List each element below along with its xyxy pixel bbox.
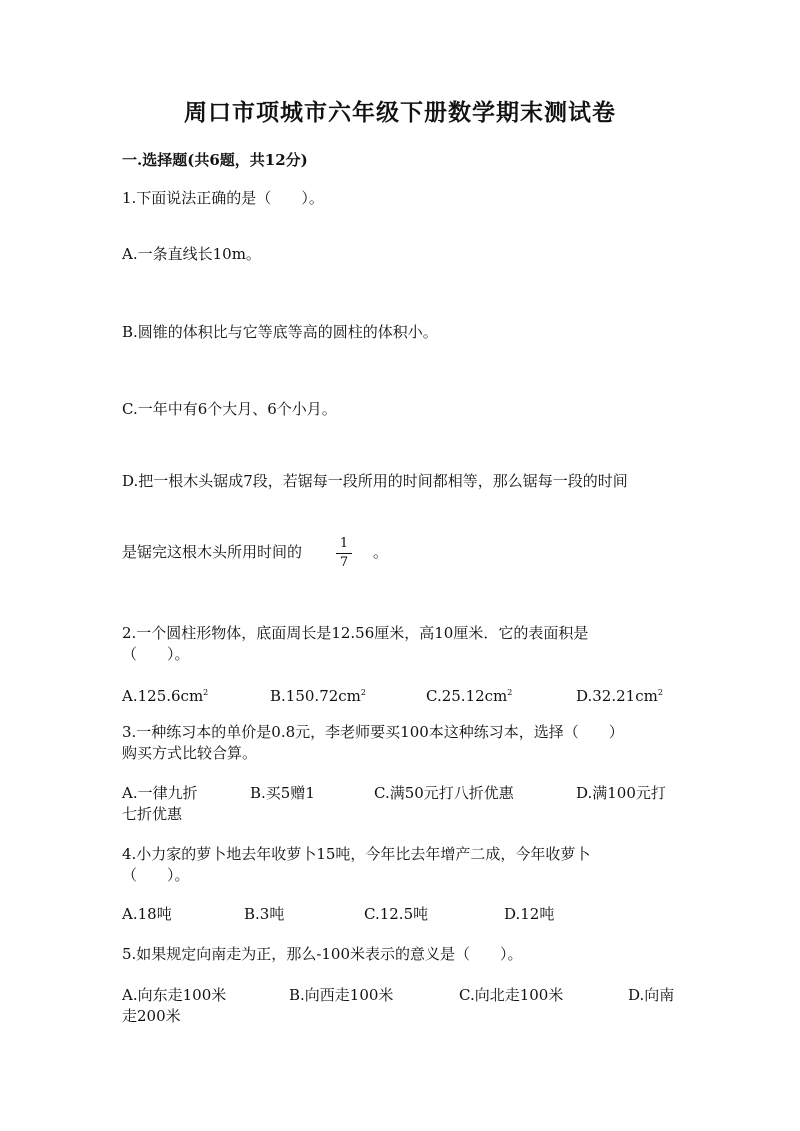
question-1-option-c: C.一年中有6个大月、6个小月。 [122,400,337,418]
question-1-option-d-line2: 是锯完这根木头所用时间的 [122,543,303,561]
question-1-option-d-end: 。 [373,543,389,561]
question-4-stem-line2: （ ）。 [122,866,190,884]
question-1-option-b: B.圆锥的体积比与它等底等高的圆柱的体积小。 [122,323,438,341]
page-title: 周口市项城市六年级下册数学期末测试卷 [184,99,616,126]
question-2-option-b [270,681,366,708]
question-2-option-a [122,681,208,708]
question-4-stem-line1: 4.小力家的萝卜地去年收萝卜15吨，今年比去年增产二成，今年收萝卜 [122,845,591,863]
question-5-option-d-line2: 走200米 [122,1007,181,1025]
question-2-option-c [426,681,512,708]
superscript-2: 2 [657,688,663,697]
question-2-option-d [576,681,663,708]
question-2-option-b-text: B.150.72cm [270,687,361,705]
question-4-option-a: A.18吨 [122,905,172,923]
fraction-numerator: 1 [339,536,349,551]
question-2-option-d-text: D.32.21cm [576,687,658,705]
question-2-option-a-text: A.125.6cm [122,687,204,705]
superscript-2: 2 [360,688,366,697]
question-5-option-b: B.向西走100米 [289,986,394,1004]
question-3-option-c: C.满50元打八折优惠 [374,784,514,802]
fraction-bar [336,553,352,554]
fraction-denominator: 7 [339,555,349,570]
question-5-stem: 5.如果规定向南走为正，那么-100米表示的意义是（ ）。 [122,945,523,963]
superscript-2: 2 [203,688,209,697]
question-3-option-d-line2: 七折优惠 [122,805,183,823]
question-3-stem-line2: 购买方式比较合算。 [122,744,258,762]
question-1-option-a: A.一条直线长10m。 [122,245,261,263]
question-5-option-a: A.向东走100米 [122,986,227,1004]
question-4-option-b: B.3吨 [244,905,285,923]
question-3-option-a: A.一律九折 [122,784,198,802]
fraction-one-seventh [334,536,354,571]
question-3-stem-line1: 3.一种练习本的单价是0.8元，李老师要买100本这种练习本，选择（ ） [122,723,624,741]
question-2-option-c-text: C.25.12cm [426,687,508,705]
question-5-option-c: C.向北走100米 [459,986,564,1004]
question-1-option-d-line1: D.把一根木头锯成7段，若锯每一段所用的时间都相等，那么锯每一段的时间 [122,472,628,490]
question-2-stem-line2: （ ）。 [122,645,190,663]
question-3-option-d-line1: D.满100元打 [576,784,666,802]
question-4-option-c: C.12.5吨 [364,905,429,923]
question-2-stem-line1: 2.一个圆柱形物体，底面周长是12.56厘米，高10厘米．它的表面积是 [122,624,589,642]
question-1-stem: 1.下面说法正确的是（ ）。 [122,189,324,207]
section-heading: 一.选择题(共6题，共12分) [122,151,308,169]
question-4-option-d: D.12吨 [504,905,555,923]
question-5-option-d-line1: D.向南 [628,986,675,1004]
superscript-2: 2 [507,688,513,697]
question-3-option-b: B.买5赠1 [250,784,315,802]
